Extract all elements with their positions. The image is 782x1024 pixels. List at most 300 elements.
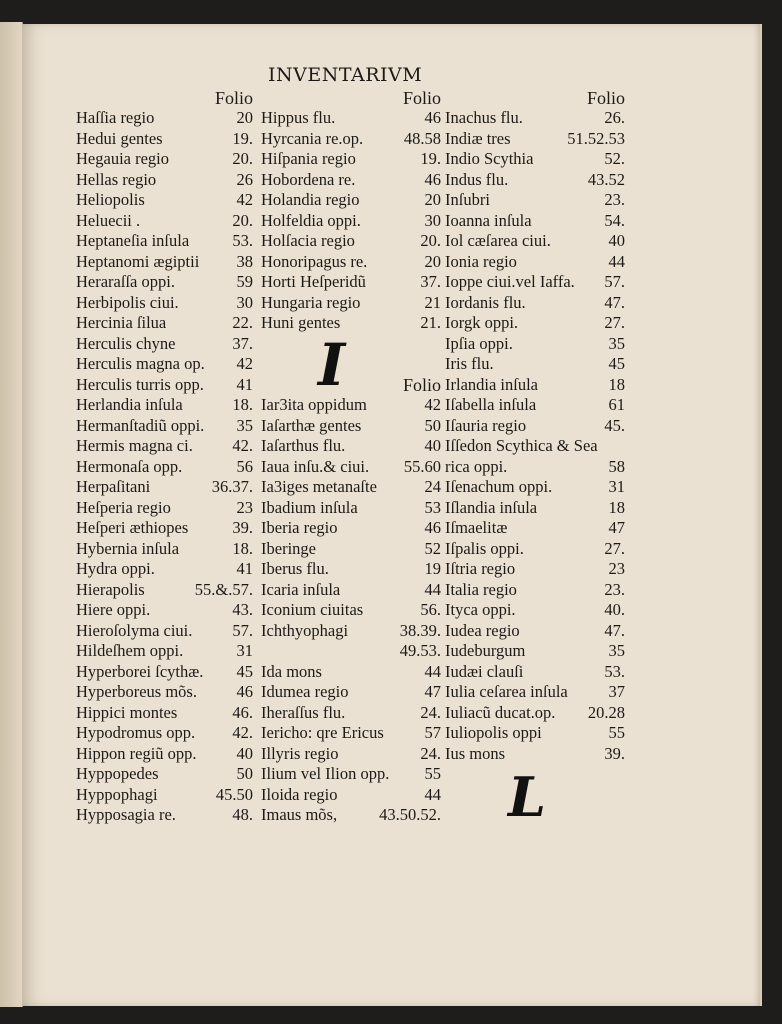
index-entry (445, 457, 625, 478)
index-entry (445, 518, 625, 539)
index-entry (76, 231, 253, 252)
entry-term: Iuliacũ ducat.op. (445, 702, 556, 722)
index-entry (76, 436, 253, 457)
index-entry (445, 682, 625, 703)
index-entry (261, 149, 441, 170)
entry-term: Iudeburgum (445, 641, 526, 660)
index-entry (76, 498, 253, 519)
entry-term: Iconium ciuitas (261, 600, 364, 619)
entry-term: Iulia ceſarea inſula (445, 682, 568, 701)
index-entry (261, 170, 441, 191)
index-entry (261, 662, 441, 683)
entry-folio: 44 (424, 661, 441, 681)
entry-folio: 47. (604, 620, 625, 640)
folio-header: Folio (402, 88, 441, 108)
entry-folio: 35 (608, 333, 625, 353)
entry-term: Heſperi æthiopes (76, 518, 189, 537)
entry-term: Iberus flu. (261, 559, 329, 578)
entry-folio: 18 (608, 497, 625, 517)
entry-term: Iordanis flu. (445, 292, 526, 312)
index-entry (445, 334, 625, 355)
entry-term: Indio Scythia (445, 149, 534, 168)
entry-folio: 19. (232, 128, 253, 148)
index-entry (445, 744, 625, 765)
entry-folio: 39. (232, 518, 253, 537)
entry-term: Herculis magna op. (76, 354, 205, 373)
entry-term: Iſabella inſula (445, 395, 537, 414)
index-entry (76, 477, 253, 498)
entry-folio: 53. (604, 661, 625, 681)
entry-term: Ipſia oppi. (445, 333, 513, 353)
index-entry (76, 457, 253, 478)
entry-folio: 42 (236, 354, 253, 373)
index-entry (445, 190, 625, 211)
index-entry (261, 108, 441, 129)
entry-term: Ius mons (445, 743, 506, 763)
entry-folio: 39. (604, 743, 625, 763)
entry-folio: 35 (236, 415, 253, 435)
entry-folio: 27. (604, 313, 625, 332)
entry-folio: 37. (420, 272, 441, 291)
page-title: INVENTARIVM (268, 64, 423, 86)
entry-folio: 24. (420, 702, 441, 722)
index-entry (445, 272, 625, 293)
index-entry (76, 395, 253, 416)
entry-term: Hercinia ſilua (76, 313, 167, 332)
entry-folio: 48.58 (403, 128, 441, 148)
index-entry (445, 252, 625, 273)
entry-folio: 18 (608, 374, 625, 394)
entry-term: Inſubri (445, 190, 490, 209)
index-entry (445, 129, 625, 150)
entry-folio: 43.52 (587, 169, 625, 189)
entry-term: Heliopolis (76, 190, 145, 209)
entry-folio: 53 (424, 497, 441, 517)
entry-term: Hippici montes (76, 702, 178, 722)
index-entry (76, 334, 253, 355)
entry-term: Iſenachum oppi. (445, 477, 553, 496)
entry-term: Iudæi clauſi (445, 661, 524, 681)
entry-folio: 38.39. (399, 620, 441, 640)
index-entry (261, 211, 441, 232)
entry-folio: 52. (604, 149, 625, 168)
entry-folio: 56. (420, 600, 441, 619)
entry-term: Iſpalis oppi. (445, 538, 524, 558)
index-entry (261, 682, 441, 703)
entry-term: Hellas regio (76, 169, 157, 189)
index-entry (445, 211, 625, 232)
entry-folio: 43. (232, 600, 253, 619)
index-entry (76, 641, 253, 662)
entry-term: Iudea regio (445, 620, 520, 640)
entry-folio: 30 (424, 210, 441, 230)
index-entry (76, 764, 253, 785)
entry-folio: 41 (236, 374, 253, 394)
entry-folio: 44 (424, 784, 441, 804)
entry-term: Indiæ tres (445, 128, 511, 148)
index-entry (76, 149, 253, 170)
entry-term: Indus flu. (445, 169, 509, 189)
entry-term: Heſperia regio (76, 497, 171, 517)
entry-folio: 46 (424, 108, 441, 127)
index-entry (445, 641, 625, 662)
index-entry (445, 559, 625, 580)
entry-term: Huni gentes (261, 313, 341, 332)
entry-folio: 18. (232, 538, 253, 558)
entry-term: Hildeſhem oppi. (76, 641, 184, 660)
entry-term: Hippus flu. (261, 108, 336, 127)
index-entry (261, 764, 441, 785)
index-entry (76, 744, 253, 765)
index-entry (261, 641, 441, 662)
entry-folio: 26 (236, 169, 253, 189)
entry-folio: 20 (424, 190, 441, 209)
index-entry (261, 744, 441, 765)
entry-folio: 51.52.53 (567, 128, 625, 148)
folio-header: Folio (214, 88, 253, 108)
index-entry (445, 477, 625, 498)
index-entry (261, 498, 441, 519)
entry-term: Hiſpania regio (261, 149, 356, 168)
index-entry (76, 662, 253, 683)
index-entry (261, 129, 441, 150)
entry-folio: 45 (236, 661, 253, 681)
entry-term: Hermonaſa opp. (76, 456, 183, 476)
index-entry (445, 580, 625, 601)
index-entry (76, 723, 253, 744)
entry-term: Herculis turris opp. (76, 374, 204, 394)
entry-term: Ioanna inſula (445, 210, 532, 230)
index-entry (76, 272, 253, 293)
index-entry (261, 723, 441, 744)
entry-term: Heraraſſa oppi. (76, 272, 175, 291)
entry-term: Ia3iges metanaſte (261, 477, 377, 496)
initial-letter-i: I (318, 331, 346, 399)
entry-term: Iuliopolis oppi (445, 723, 542, 742)
index-entry (261, 559, 441, 580)
entry-term: Imaus mõs, (261, 805, 338, 824)
entry-folio: 20 (424, 251, 441, 271)
entry-folio: 21. (420, 313, 441, 332)
entry-term: Hyppopedes (76, 764, 159, 783)
index-column-3 (445, 88, 625, 764)
index-entry (76, 354, 253, 375)
entry-term: Hyperborei ſcythæ. (76, 661, 204, 681)
index-entry (261, 190, 441, 211)
entry-folio: 46 (236, 682, 253, 701)
index-entry (445, 621, 625, 642)
index-entry (261, 580, 441, 601)
index-entry (445, 108, 625, 129)
index-entry (76, 703, 253, 724)
entry-folio: 23. (604, 190, 625, 209)
entry-folio: 20 (236, 108, 253, 127)
index-entry (445, 539, 625, 560)
entry-term: Hungaria regio (261, 292, 361, 312)
entry-term: Iſſedon Scythica & Sea (445, 436, 598, 455)
entry-term: Iaſarthus flu. (261, 436, 346, 455)
index-entry (445, 662, 625, 683)
entry-term: Holfeldia oppi. (261, 210, 361, 230)
entry-term: Hiere oppi. (76, 600, 151, 619)
index-entry (261, 518, 441, 539)
entry-folio: 42. (232, 436, 253, 455)
entry-folio: 42. (232, 723, 253, 742)
entry-term: Iaſarthæ gentes (261, 415, 362, 435)
entry-term: Iberinge (261, 538, 316, 558)
entry-folio: 30 (236, 292, 253, 312)
index-entry (261, 252, 441, 273)
entry-term: Iheraſſus flu. (261, 702, 346, 722)
entry-folio: 45.50 (215, 784, 253, 804)
entry-folio: 57. (604, 272, 625, 291)
entry-folio: 18. (232, 395, 253, 414)
entry-folio: 49.53. (399, 641, 441, 660)
entry-term: Hippon regiũ opp. (76, 743, 197, 763)
index-entry (76, 559, 253, 580)
entry-folio: 22. (232, 313, 253, 332)
entry-folio: 46 (424, 169, 441, 189)
entry-folio: 20.28 (587, 702, 625, 722)
entry-folio: 46. (232, 702, 253, 722)
index-entry (261, 416, 441, 437)
index-entry (445, 354, 625, 375)
entry-folio: 54. (604, 210, 625, 230)
entry-term: Iorgk oppi. (445, 313, 519, 332)
entry-folio: 38 (236, 251, 253, 271)
entry-folio: 57 (424, 723, 441, 742)
entry-folio: 44 (424, 579, 441, 599)
entry-term: Iſlandia inſula (445, 497, 538, 517)
index-entry (261, 231, 441, 252)
entry-term: Hermanſtadiũ oppi. (76, 415, 205, 435)
entry-term: Ioppe ciui.vel Iaffa. (445, 272, 575, 291)
entry-term: Hypodromus opp. (76, 723, 196, 742)
entry-term: Hegauia regio (76, 149, 169, 168)
index-entry (76, 785, 253, 806)
entry-term: Hydra oppi. (76, 559, 155, 578)
index-entry (76, 108, 253, 129)
index-entry (445, 498, 625, 519)
index-column-2 (261, 88, 441, 826)
entry-folio: 56 (236, 456, 253, 476)
folio-header-i: Folio (402, 374, 441, 395)
folio-header: Folio (586, 88, 625, 108)
entry-folio: 46 (424, 518, 441, 537)
entry-folio: 59 (236, 272, 253, 291)
entry-folio: 19 (424, 559, 441, 578)
entry-term: Herlandia inſula (76, 395, 183, 414)
entry-folio: 40 (608, 231, 625, 250)
index-entry (76, 539, 253, 560)
entry-folio: 55.60 (403, 456, 441, 476)
index-entry (445, 170, 625, 191)
entry-term: Iberia regio (261, 518, 338, 537)
entry-folio: 47. (604, 292, 625, 312)
index-entry (261, 477, 441, 498)
index-entry (445, 395, 625, 416)
index-entry (261, 436, 441, 457)
entry-term: Hyrcania re.op. (261, 128, 364, 148)
index-entry (445, 313, 625, 334)
index-entry (76, 416, 253, 437)
entry-term: Honoripagus re. (261, 251, 368, 271)
index-entry (445, 231, 625, 252)
entry-folio: 58 (608, 456, 625, 476)
entry-folio: 40 (424, 436, 441, 455)
index-entry (261, 272, 441, 293)
entry-folio: 48. (232, 805, 253, 824)
index-entry (445, 375, 625, 396)
entry-term: Hyppophagi (76, 784, 158, 804)
entry-term: Iaua inſu.& ciui. (261, 456, 370, 476)
index-entry (76, 293, 253, 314)
entry-folio: 50 (424, 415, 441, 435)
index-entry (261, 293, 441, 314)
index-entry (261, 457, 441, 478)
entry-term: Herculis chyne (76, 333, 176, 353)
initial-letter-l: L (508, 765, 546, 829)
entry-term: Hierapolis (76, 579, 145, 599)
entry-folio: 50 (236, 764, 253, 783)
index-entry (261, 805, 441, 826)
entry-term: Holandia regio (261, 190, 360, 209)
entry-folio: 47 (424, 682, 441, 701)
entry-folio: 61 (608, 395, 625, 414)
index-entry (261, 621, 441, 642)
index-entry (76, 600, 253, 621)
index-column-1 (76, 88, 253, 826)
index-entry (445, 436, 625, 457)
entry-term: rica oppi. (445, 456, 508, 476)
entry-term: Inachus flu. (445, 108, 523, 127)
index-entry (445, 600, 625, 621)
entry-term: Herpaſitani (76, 477, 151, 496)
index-entry (76, 580, 253, 601)
entry-folio: 31 (236, 641, 253, 660)
index-entry (445, 416, 625, 437)
entry-term: Icaria inſula (261, 579, 341, 599)
entry-folio: 55 (608, 723, 625, 742)
entry-folio: 37 (608, 682, 625, 701)
entry-folio: 31 (608, 477, 625, 496)
entry-term: Ionia regio (445, 251, 517, 271)
entry-term: Iloida regio (261, 784, 338, 804)
entry-folio: 47 (608, 518, 625, 537)
index-entry (261, 785, 441, 806)
index-entry (76, 518, 253, 539)
entry-term: Heptaneſia inſula (76, 231, 190, 250)
index-entry (445, 149, 625, 170)
index-entry (445, 723, 625, 744)
entry-term: Hybernia inſula (76, 538, 180, 558)
entry-folio: 23. (604, 579, 625, 599)
index-entry (76, 190, 253, 211)
entry-term: Iar3ita oppidum (261, 395, 367, 414)
entry-folio: 40. (604, 600, 625, 619)
entry-folio: 23 (236, 497, 253, 517)
entry-folio: 42 (236, 190, 253, 209)
entry-term: Hobordena re. (261, 169, 356, 189)
entry-term: Ida mons (261, 661, 322, 681)
index-entry (445, 293, 625, 314)
entry-folio: 44 (608, 251, 625, 271)
entry-term: Ilium vel Ilion opp. (261, 764, 390, 783)
entry-folio: 20. (420, 231, 441, 250)
entry-term: Herbipolis ciui. (76, 292, 179, 312)
index-entry (261, 600, 441, 621)
entry-term: Illyris regio (261, 743, 339, 763)
entry-folio: 36.37. (211, 477, 253, 496)
entry-term: Hypposagia re. (76, 805, 176, 824)
entry-folio: 37. (232, 333, 253, 353)
entry-term: Heptanomi ægiptii (76, 251, 200, 271)
entry-term: Horti Heſperidũ (261, 272, 366, 291)
entry-folio: 55 (424, 764, 441, 783)
entry-term: Iol cæſarea ciui. (445, 231, 551, 250)
entry-term: Hieroſolyma ciui. (76, 620, 193, 640)
entry-folio: 20. (232, 210, 253, 230)
index-entry (445, 703, 625, 724)
index-entry (76, 313, 253, 334)
entry-term: Italia regio (445, 579, 517, 599)
index-entry (261, 313, 441, 334)
entry-term: Ibadium inſula (261, 497, 358, 517)
entry-folio: 19. (420, 149, 441, 168)
index-entry (76, 211, 253, 232)
entry-folio: 53. (232, 231, 253, 250)
entry-folio: 45 (608, 354, 625, 373)
index-entry (76, 682, 253, 703)
index-entry (261, 539, 441, 560)
entry-term: Heluecii . (76, 210, 141, 230)
entry-term: Iſauria regio (445, 415, 527, 435)
entry-term: Hedui gentes (76, 128, 163, 148)
entry-folio: 42 (424, 395, 441, 414)
entry-term: Hyperboreus mõs. (76, 682, 197, 701)
entry-term: Holſacia regio (261, 231, 355, 250)
entry-folio: 45. (604, 415, 625, 435)
entry-folio: 43.50.52. (379, 805, 441, 824)
index-entry (76, 375, 253, 396)
entry-folio: 52 (424, 538, 441, 558)
entry-term: Iericho: qre Ericus (261, 723, 384, 742)
entry-term: Irlandia inſula (445, 374, 539, 394)
entry-folio: 40 (236, 743, 253, 763)
index-entry (76, 252, 253, 273)
index-entry (76, 129, 253, 150)
entry-term: Idumea regio (261, 682, 349, 701)
entry-folio: 41 (236, 559, 253, 578)
entry-folio: 27. (604, 538, 625, 558)
entry-term: Iris flu. (445, 354, 494, 373)
entry-term: Hermis magna ci. (76, 436, 193, 455)
index-entry (261, 703, 441, 724)
entry-term: Haſſia regio (76, 108, 155, 127)
index-entry (76, 621, 253, 642)
entry-term: Iſtria regio (445, 559, 516, 578)
entry-folio: 23 (608, 559, 625, 578)
entry-folio: 24 (424, 477, 441, 496)
index-entry (261, 395, 441, 416)
entry-folio: 57. (232, 620, 253, 640)
entry-folio: 20. (232, 149, 253, 168)
entry-folio: 21 (424, 292, 441, 312)
entry-folio: 55.&.57. (194, 579, 253, 599)
entry-term: Ityca oppi. (445, 600, 516, 619)
left-page-edge (0, 22, 23, 1007)
entry-folio: 24. (420, 743, 441, 763)
